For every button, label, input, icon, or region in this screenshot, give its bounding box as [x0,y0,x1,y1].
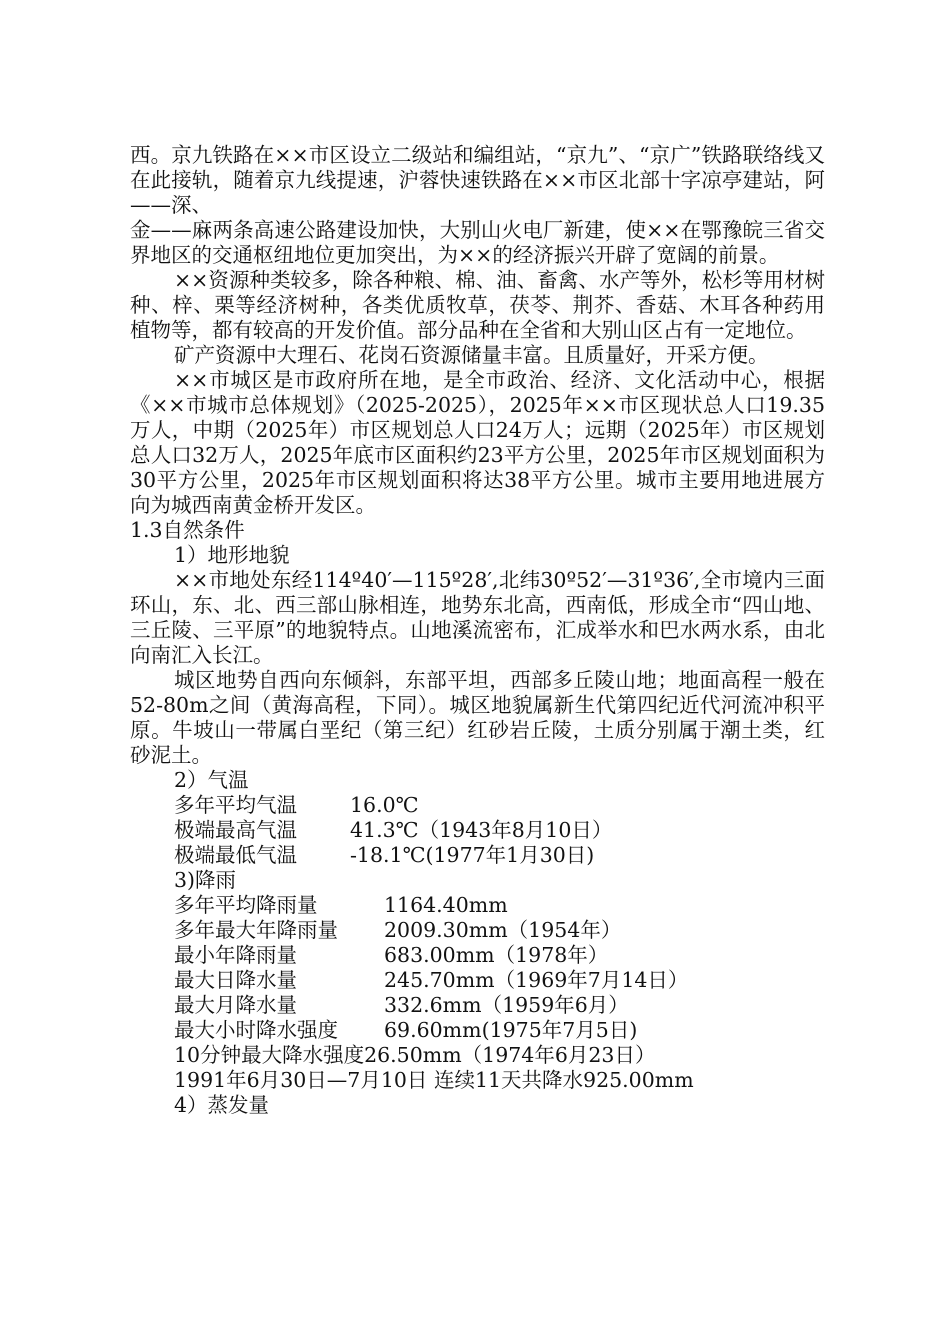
temperature-value: -18.1℃(1977年1月30日) [350,843,595,867]
rainfall-label: 最大小时降水强度 [174,1018,338,1042]
rainfall-value: 683.00mm（1978年） [384,943,609,967]
temperature-label: 极端最低气温 [174,843,297,867]
temperature-row [130,843,825,868]
paragraph-resources: ××资源种类较多，除各种粮、棉、油、畜禽、水产等外，松杉等用材树种、梓、栗等经济树种，各类优质牧草，茯苓、荆芥、香菇、木耳各种药用植物等，都有较高的开发价值。部分品种在全省和大别山区占有一定地位。 [130,268,825,342]
rainfall-label: 最小年降雨量 [174,943,297,967]
section-heading-natural-conditions: 1.3自然条件 [130,518,245,542]
rainfall-value: 245.70mm（1969年7月14日） [384,968,689,992]
rainfall-value: 2009.30mm（1954年） [384,918,622,942]
subheading-terrain: 1）地形地貌 [174,543,290,567]
rainfall-row [130,1018,825,1043]
rainfall-value: 1164.40mm [384,893,508,917]
temperature-row [130,793,825,818]
rainfall-value: 69.60mm(1975年7月5日) [384,1018,638,1042]
temperature-value: 16.0℃ [350,793,419,817]
rainfall-label: 多年平均降雨量 [174,893,318,917]
subheading-rainfall: 3)降雨 [174,868,237,892]
rainfall-10min-line: 10分钟最大降水强度26.50mm（1974年6月23日） [174,1043,656,1067]
rainfall-row [130,993,825,1018]
paragraph-urban-area: ××市城区是市政府所在地，是全市政治、经济、文化活动中心，根据《××市城市总体规划》（2025-2025），2025年××市区现状总人口19.35万人，中期（2025年）市区规划总人口24万人；远期（2025年）市区规划总人口32万人，2025年底市区面积约23平方公里，2025年市区规划面积为30平方公里，2025年市区规划面积将达38平方公里。城市主要用地进展方向为城西南黄金桥开发区。 [130,368,825,517]
temperature-label: 多年平均气温 [174,793,297,817]
paragraph-transport-1: 西。京九铁路在××市区设立二级站和编组站，“京九”、“京广”铁路联络线又在此接轨，随着京九线提速，沪蓉快速铁路在××市区北部十字凉亭建站，阿——深、 [130,143,825,217]
rainfall-row [130,943,825,968]
subheading-temperature: 2）气温 [174,768,249,792]
paragraph-minerals: 矿产资源中大理石、花岗石资源储量丰富。且质量好，开采方便。 [174,343,769,367]
rainfall-row [130,893,825,918]
rainfall-value: 332.6mm（1959年6月） [384,993,629,1017]
rainfall-label: 最大日降水量 [174,968,297,992]
document-page [130,143,825,1118]
paragraph-city-terrain: 城区地势自西向东倾斜，东部平坦，西部多丘陵山地；地面高程一般在52-80m之间（黄海高程，下同）。城区地貌属新生代第四纪近代河流冲积平原。牛坡山一带属白垩纪（第三纪）红砂岩丘陵，土质分别属于潮土类，红砂泥土。 [130,668,825,767]
rainfall-continuous-line: 1991年6月30日—7月10日 连续11天共降水925.00mm [174,1068,694,1092]
temperature-row [130,818,825,843]
rainfall-row [130,968,825,993]
temperature-label: 极端最高气温 [174,818,297,842]
rainfall-row [130,918,825,943]
rainfall-label: 最大月降水量 [174,993,297,1017]
subheading-evaporation: 4）蒸发量 [174,1093,270,1117]
paragraph-transport-2: 金——麻两条高速公路建设加快，大别山火电厂新建，使××在鄂豫皖三省交界地区的交通枢纽地位更加突出，为××的经济振兴开辟了宽阔的前景。 [130,218,825,267]
rainfall-label: 多年最大年降雨量 [174,918,338,942]
temperature-value: 41.3℃（1943年8月10日） [350,818,613,842]
paragraph-terrain: ××市地处东经114º40′—115º28′,北纬30º52′—31º36′,全市境内三面环山，东、北、西三部山脉相连，地势东北高，西南低，形成全市“四山地、三丘陵、三平原”的地貌特点。山地溪流密布，汇成举水和巴水两水系，由北向南汇入长江。 [130,568,825,667]
